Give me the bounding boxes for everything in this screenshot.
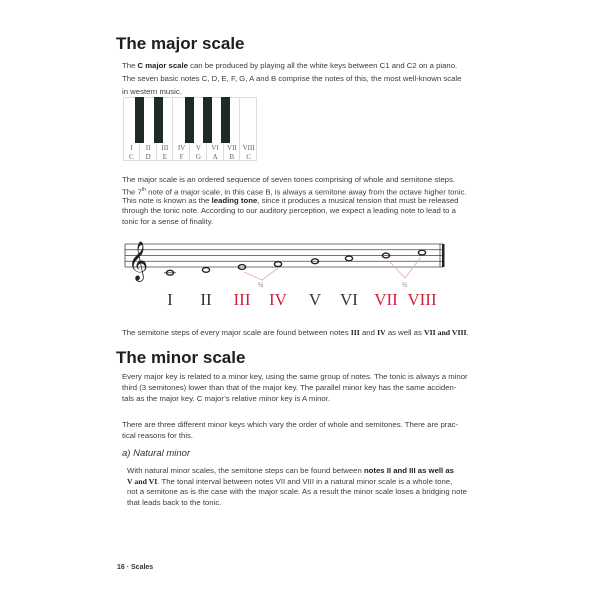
page-footer: 16 · Scales	[117, 564, 154, 571]
whole-notes	[166, 250, 425, 275]
key-note: F	[179, 153, 184, 161]
paragraph-line: tical reasons for this.	[122, 431, 194, 440]
key-note: C	[129, 153, 134, 161]
paragraph-line: There are three different minor keys which vary the order of whole and semitones. There are prac-	[122, 420, 459, 429]
key-note: G	[195, 153, 201, 161]
subheading-natural-minor: a) Natural minor	[122, 448, 191, 459]
scale-degree: I	[167, 290, 173, 309]
paragraph-line: tonic for a sense of finality.	[122, 217, 214, 226]
paragraph-line: With natural minor scales, the semitone steps can be found between notes II and III as well as	[127, 466, 454, 475]
half-step-label: ½	[258, 281, 264, 289]
paragraph-line: The 7th note of a major scale, in this case B, is always a semitone away from the octave higher tonic.	[122, 187, 467, 197]
scale-degree-semitone: VII	[374, 290, 398, 309]
paragraph-line: The C major scale can be produced by playing all the white keys between C1 and C2 on a piano.	[122, 61, 458, 70]
key-numeral: IV	[177, 144, 186, 152]
paragraph-line: The seven basic notes C, D, E, F, G, A and B comprise the notes of this, the most well-known scale	[122, 74, 462, 83]
paragraph-line: in western music.	[122, 87, 182, 96]
scale-degree-semitone: VIII	[407, 290, 437, 309]
paragraph-line: tals as the major key. C major’s relative minor key is A minor.	[122, 394, 331, 403]
paragraph-line: third (3 semitones) lower than that of the major key. The parallel minor key has the same acciden-	[122, 383, 457, 392]
paragraph-line: through the tonic note. According to our auditory perception, we expect a leading note to lead to a	[122, 206, 456, 215]
key-note: C	[246, 153, 251, 161]
semitone-marks	[244, 257, 421, 280]
heading-major-scale: The major scale	[116, 34, 245, 53]
half-step-label: ½	[402, 281, 408, 289]
paragraph-line: The major scale is an ordered sequence of seven tones comprising of whole and semitone steps.	[122, 175, 456, 184]
key-numeral: III	[161, 144, 169, 152]
heading-minor-scale: The minor scale	[116, 348, 246, 367]
key-numeral: II	[145, 144, 151, 152]
paragraph-line: Every major key is related to a minor key, using the same group of notes. The tonic is always a minor	[122, 372, 468, 381]
paragraph-line: not a semitone as is the case with the major scale. As a result the minor scale loses a bridging note	[127, 487, 467, 496]
scale-degree-semitone: III	[233, 290, 251, 309]
key-note: E	[162, 153, 168, 161]
scale-degree-semitone: IV	[269, 290, 287, 309]
scale-degree: V	[308, 290, 322, 309]
paragraph-line: The semitone steps of every major scale are found between notes III and IV as well as VII and VIII.	[122, 328, 469, 337]
paragraph-line: V and VI. The tonal interval between notes VII and VIII in a natural minor scale is a whole tone,	[127, 477, 453, 486]
paragraph-line: that leads back to the tonic.	[127, 498, 222, 507]
paragraph-line: This note is known as the leading tone, since it produces a musical tension that must be released	[122, 196, 459, 205]
scale-degree: VI	[340, 290, 358, 309]
treble-clef-icon: 𝄞	[128, 241, 149, 281]
key-numeral: VI	[211, 144, 219, 152]
key-numeral: I	[130, 144, 133, 152]
key-numeral: VII	[227, 144, 237, 152]
key-note: D	[145, 153, 151, 161]
key-note: A	[212, 153, 218, 161]
key-numeral: VIII	[242, 144, 255, 152]
key-numeral: V	[195, 144, 201, 152]
key-note: B	[229, 153, 235, 161]
scale-degree: II	[200, 290, 212, 309]
